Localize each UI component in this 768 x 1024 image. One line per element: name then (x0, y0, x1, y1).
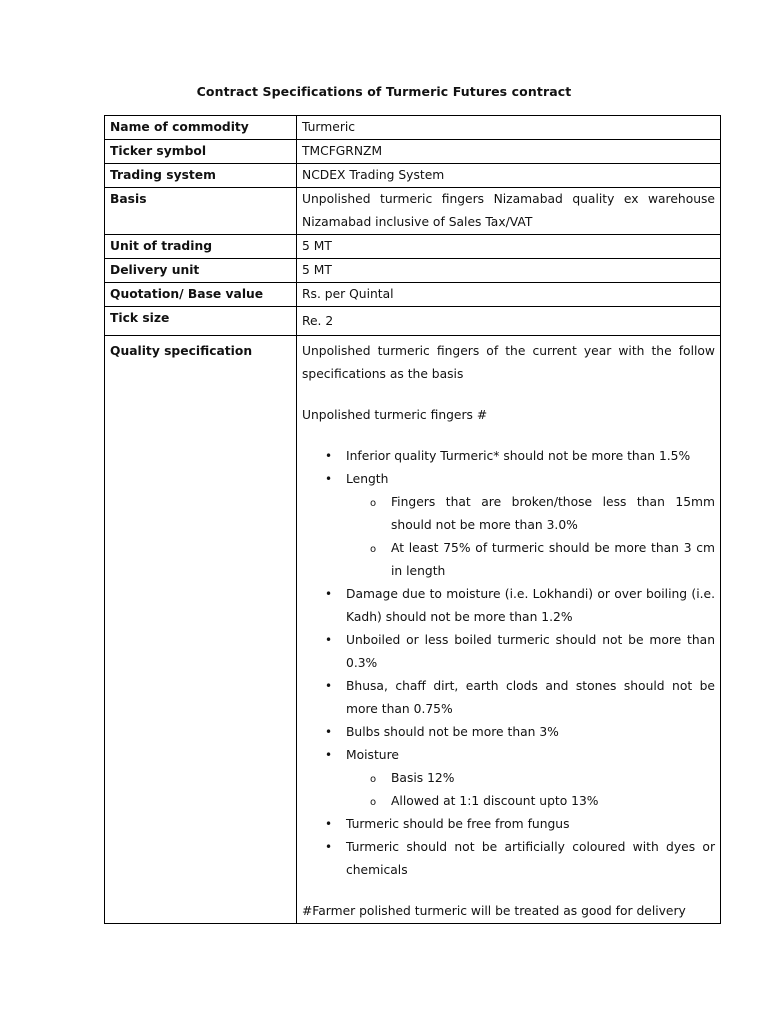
contract-spec-table (104, 115, 721, 924)
list-item: • Damage due to moisture (i.e. Lokhandi) or over boiling (i.e. Kadh) should not be more than 1.2% (325, 583, 715, 629)
page-title: Contract Specifications of Turmeric Futures contract (196, 84, 572, 99)
row-label-commodity: Name of commodity (105, 116, 297, 140)
list-item (325, 744, 715, 813)
row-value-ticker: TMCFGRNZM (297, 140, 721, 164)
sub-list (346, 491, 715, 583)
table-row (105, 235, 721, 259)
list-item: • Bulbs should not be more than 3% (325, 721, 715, 744)
row-value-basis (297, 188, 721, 235)
list-item-label: Length (346, 472, 389, 486)
table-row (105, 164, 721, 188)
quality-subheading: Unpolished turmeric fingers # (302, 408, 488, 422)
table-row (105, 307, 721, 336)
sub-list (346, 767, 715, 813)
row-label-basis: Basis (105, 188, 297, 235)
row-value-trading-system: NCDEX Trading System (297, 164, 721, 188)
row-value-commodity: Turmeric (297, 116, 721, 140)
table-row (105, 336, 721, 924)
sub-list-item: o Basis 12% (370, 767, 715, 790)
row-label-quality: Quality specification (105, 336, 297, 924)
row-label-trading-system: Trading system (105, 164, 297, 188)
quality-intro: Unpolished turmeric fingers of the current year with the follow specifications as the basis (302, 344, 715, 381)
table-row (105, 259, 721, 283)
basis-line-1: Unpolished turmeric fingers Nizamabad quality ex warehouse (302, 192, 715, 206)
list-item: • Inferior quality Turmeric* should not be more than 1.5% (325, 445, 715, 468)
table-row (105, 188, 721, 235)
quality-footer-note: #Farmer polished turmeric will be treated as good for delivery (302, 904, 686, 918)
sub-list-item: o At least 75% of turmeric should be more than 3 cm in length (370, 537, 715, 583)
row-value-unit-of-trading: 5 MT (297, 235, 721, 259)
sub-list-item: o Fingers that are broken/those less than 15mm should not be more than 3.0% (370, 491, 715, 537)
row-label-unit-of-trading: Unit of trading (105, 235, 297, 259)
list-item-label: Moisture (346, 748, 399, 762)
list-item: • Turmeric should not be artificially coloured with dyes or chemicals (325, 836, 715, 882)
row-value-quotation: Rs. per Quintal (297, 283, 721, 307)
row-value-quality (297, 336, 721, 924)
row-label-tick-size: Tick size (105, 307, 297, 336)
row-label-quotation: Quotation/ Base value (105, 283, 297, 307)
table-row (105, 283, 721, 307)
list-item (325, 468, 715, 583)
basis-line-2: Nizamabad inclusive of Sales Tax/VAT (302, 215, 533, 229)
row-value-tick-size: Re. 2 (297, 307, 721, 336)
list-item: • Unboiled or less boiled turmeric should not be more than 0.3% (325, 629, 715, 675)
quality-bullet-list (302, 445, 715, 882)
sub-list-item: o Allowed at 1:1 discount upto 13% (370, 790, 715, 813)
row-label-ticker: Ticker symbol (105, 140, 297, 164)
row-value-delivery-unit: 5 MT (297, 259, 721, 283)
list-item: • Turmeric should be free from fungus (325, 813, 715, 836)
table-row (105, 140, 721, 164)
list-item: • Bhusa, chaff dirt, earth clods and stones should not be more than 0.75% (325, 675, 715, 721)
table-row (105, 116, 721, 140)
row-label-delivery-unit: Delivery unit (105, 259, 297, 283)
